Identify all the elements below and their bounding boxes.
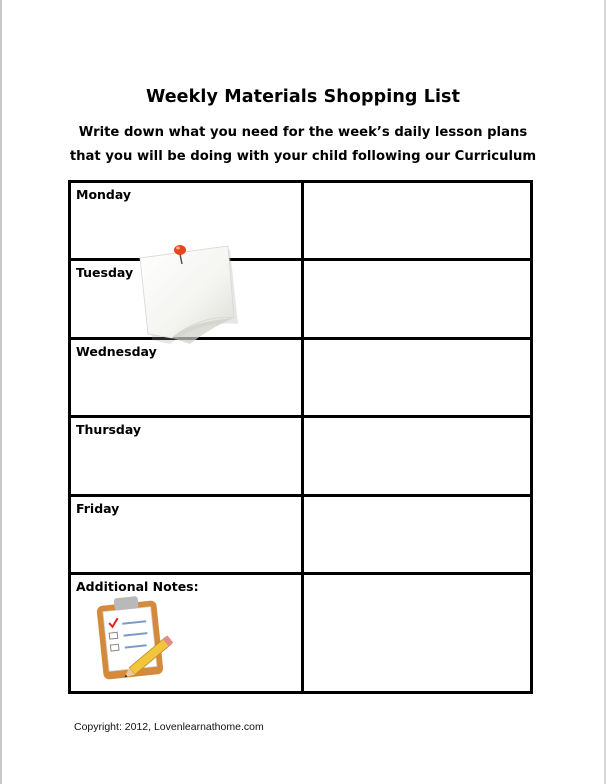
- copyright-footer: Copyright: 2012, Lovenlearnathome.com: [74, 721, 264, 733]
- notes-cell-friday[interactable]: [303, 495, 532, 573]
- notes-cell-wednesday[interactable]: [303, 338, 532, 416]
- day-label-additional-notes: Additional Notes:: [76, 579, 199, 595]
- subtitle-line-1: Write down what you need for the week’s daily lesson plans: [78, 125, 528, 140]
- notes-cell-additional-notes[interactable]: [303, 574, 532, 693]
- day-label-thursday: Thursday: [76, 422, 142, 438]
- day-cell-thursday: [70, 417, 303, 495]
- day-cell-friday: [70, 495, 303, 573]
- clipboard-with-pencil-icon: [86, 593, 186, 685]
- page-edge-left: [0, 0, 2, 784]
- day-label-tuesday: Tuesday: [76, 265, 134, 281]
- notes-cell-tuesday[interactable]: [303, 260, 532, 338]
- page-title: Weekly Materials Shopping List: [145, 87, 461, 107]
- day-label-friday: Friday: [76, 500, 120, 516]
- pinned-sticky-note-icon: [130, 232, 250, 352]
- subtitle-line-2: that you will be doing with your child following our Curriculum: [69, 149, 537, 164]
- day-label-monday: Monday: [76, 187, 132, 202]
- table-row-friday: [70, 495, 532, 573]
- table-row-thursday: [70, 417, 532, 495]
- notes-cell-monday[interactable]: [303, 182, 532, 260]
- day-label-wednesday: Wednesday: [76, 343, 157, 359]
- notes-cell-thursday[interactable]: [303, 417, 532, 495]
